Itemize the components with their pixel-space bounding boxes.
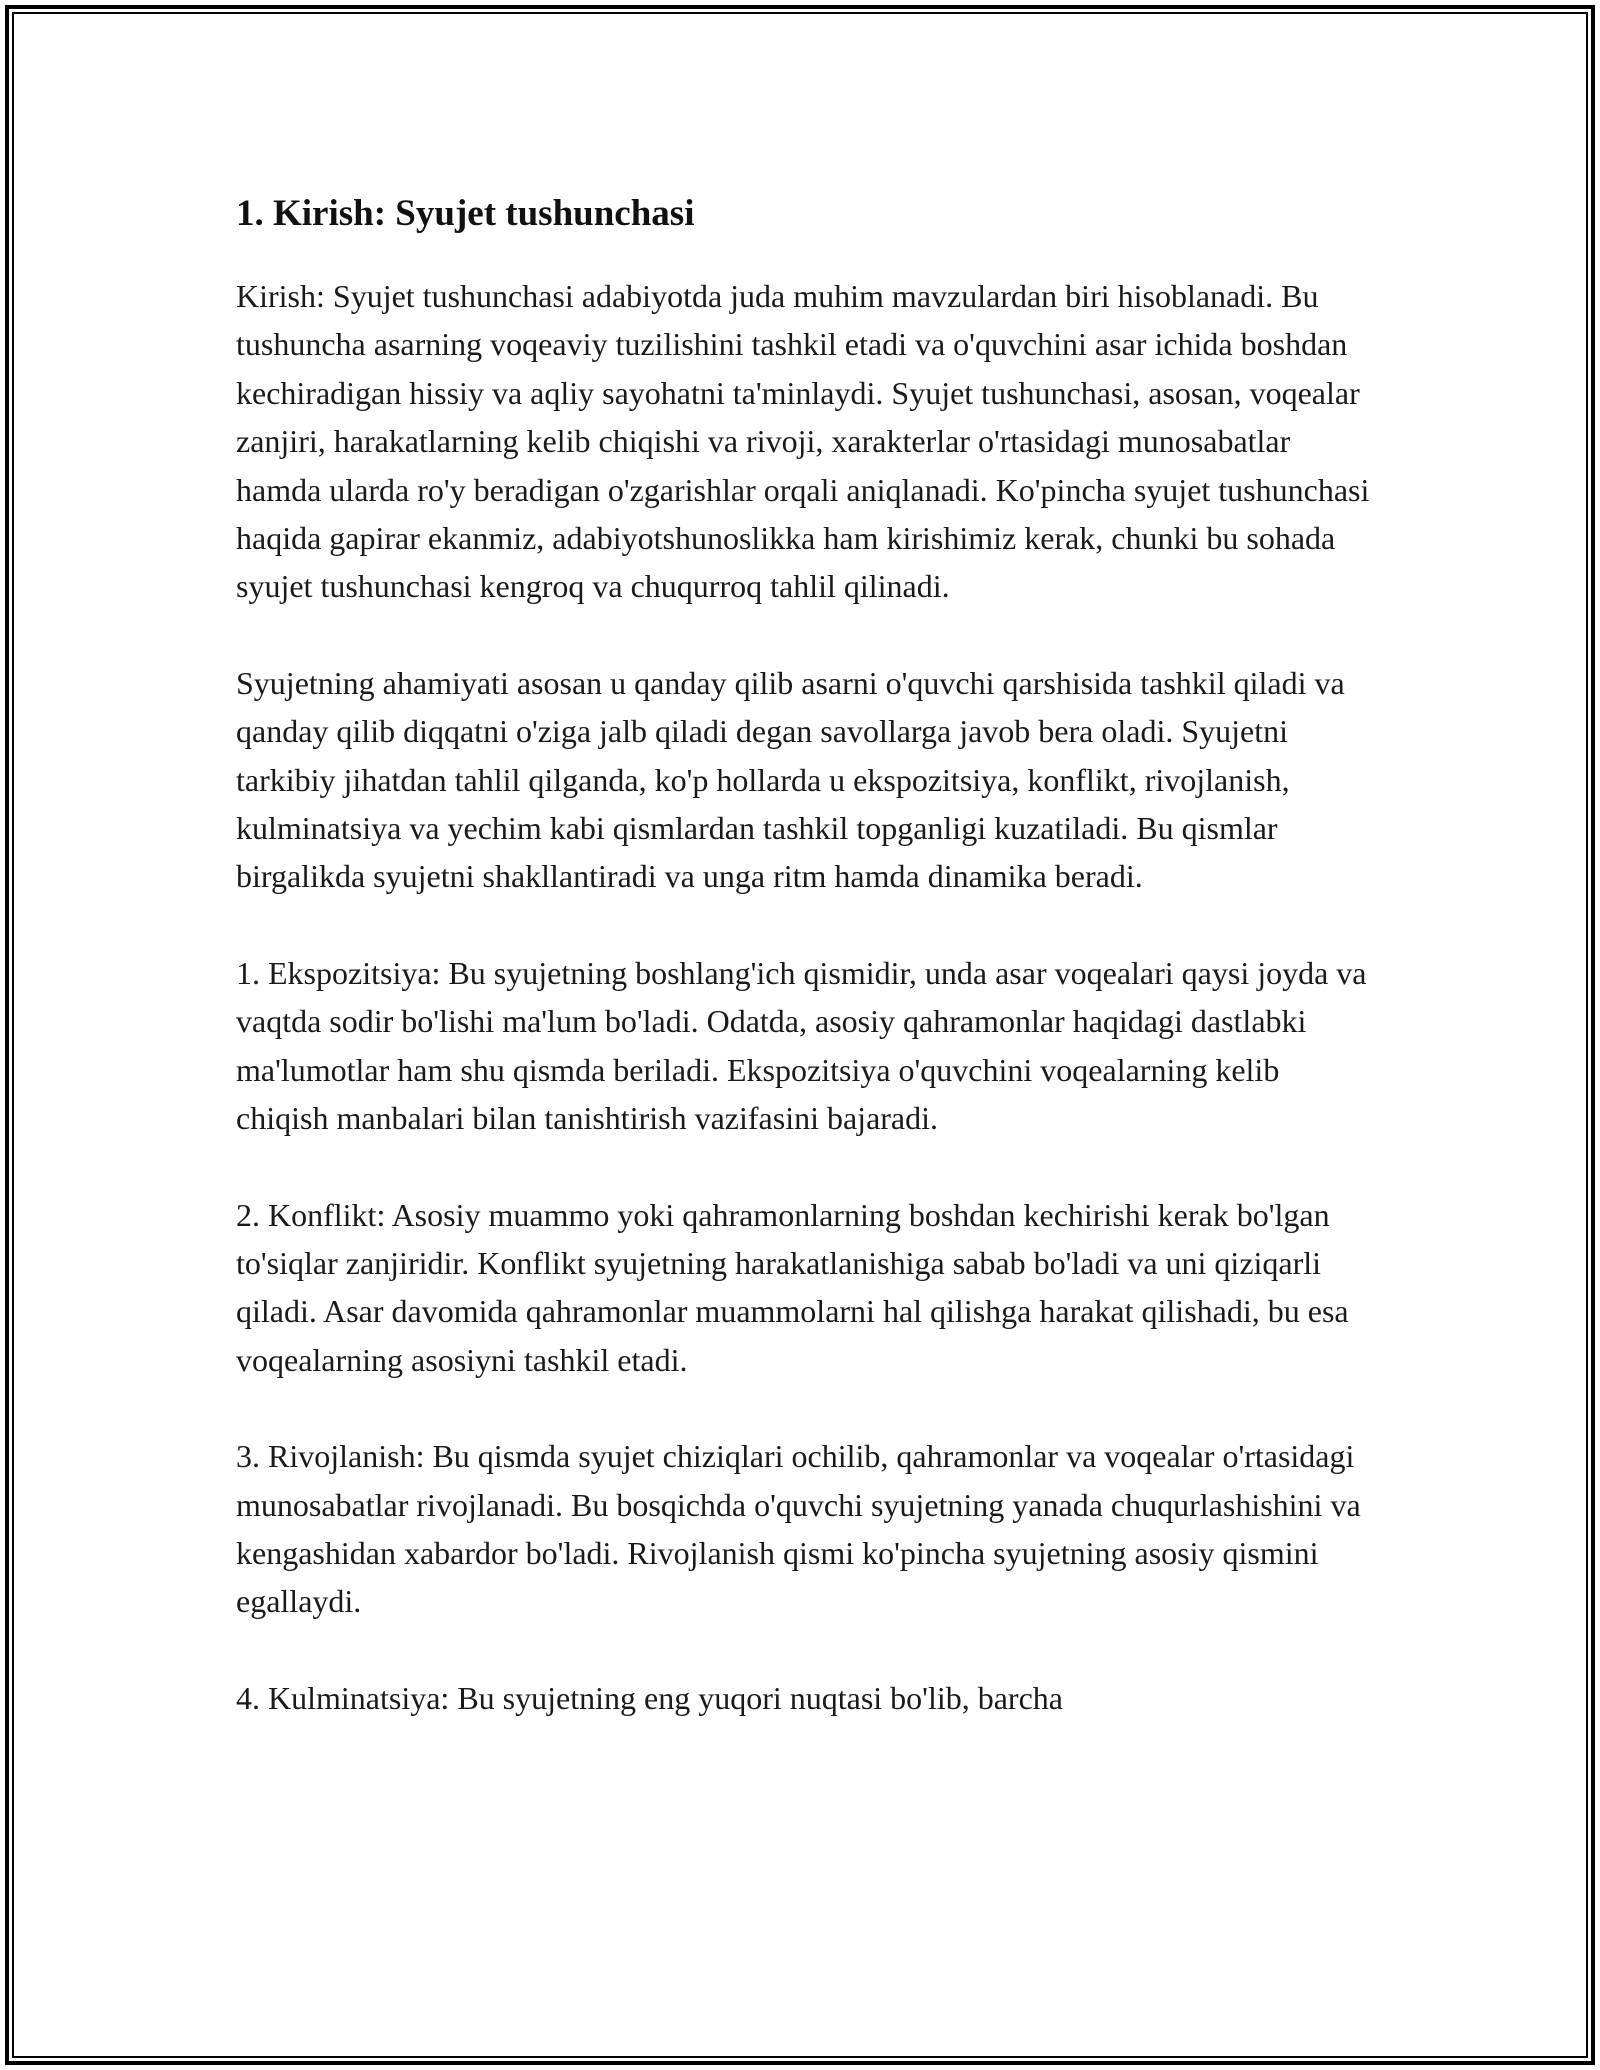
paragraph-climax: 4. Kulminatsiya: Bu syujetning eng yuqori nuqtasi bo'lib, barcha <box>236 1679 1063 1716</box>
section-title: 1. Kirish: Syujet tushunchasi <box>236 193 695 234</box>
paragraph-importance: Syujetning ahamiyati asosan u qanday qilib asarni o'quvchi qarshisida tashkil qiladi va qanday qilib diqqatni o'ziga jalb qiladi degan savollarga javob bera oladi. Syujetni tarkibiy jihatdan tahlil qilganda, ko'p hollarda u ekspozitsiya, konflikt, rivojlanish, kulminatsiya va yechim kabi qismlardan tashkil topganligi kuzatiladi. Bu qismlar birgalikda syujetni shakllantiradi va unga ritm hamda dinamika beradi. <box>236 664 1345 895</box>
document-body <box>236 186 1376 1770</box>
paragraph-conflict: 2. Konflikt: Asosiy muammo yoki qahramonlarning boshdan kechirishi kerak bo'lgan to'siqlar zanjiridir. Konflikt syujetning harakatlanishiga sabab bo'ladi va uni qiziqarli qiladi. Asar davomida qahramonlar muammolarni hal qilishga harakat qilishadi, bu esa voqealarning asosiyni tashkil etadi. <box>236 1196 1349 1378</box>
paragraph-exposition: 1. Ekspozitsiya: Bu syujetning boshlang'ich qismidir, unda asar voqealari qaysi joyda va vaqtda sodir bo'lishi ma'lum bo'ladi. Odatda, asosiy qahramonlar haqidagi dastlabki ma'lumotlar ham shu qismda beriladi. Ekspozitsiya o'quvchini voqealarning kelib chiqish manbalari bilan tanishtirish vazifasini bajaradi. <box>236 954 1367 1137</box>
paragraph-development: 3. Rivojlanish: Bu qismda syujet chiziqlari ochilib, qahramonlar va voqealar o'rtasidagi munosabatlar rivojlanadi. Bu bosqichda o'quvchi syujetning yanada chuqurlashishini va kengashidan xabardor bo'ladi. Rivojlanish qismi ko'pincha syujetning asosiy qismini egallaydi. <box>236 1438 1361 1620</box>
paragraph-introduction: Kirish: Syujet tushunchasi adabiyotda juda muhim mavzulardan biri hisoblanadi. Bu tushuncha asarning voqeaviy tuzilishini tashkil etadi va o'quvchini asar ichida boshdan kechiradigan hissiy va aqliy sayohatni ta'minlaydi. Syujet tushunchasi, asosan, voqealar zanjiri, harakatlarning kelib chiqishi va rivoji, xarakterlar o'rtasidagi munosabatlar hamda ularda ro'y beradigan o'zgarishlar orqali aniqlanadi. Ko'pincha syujet tushunchasi haqida gapirar ekanmiz, adabiyotshunoslikka ham kirishimiz kerak, chunki bu sohada syujet tushunchasi kengroq va chuqurroq tahlil qilinadi. <box>236 278 1370 605</box>
